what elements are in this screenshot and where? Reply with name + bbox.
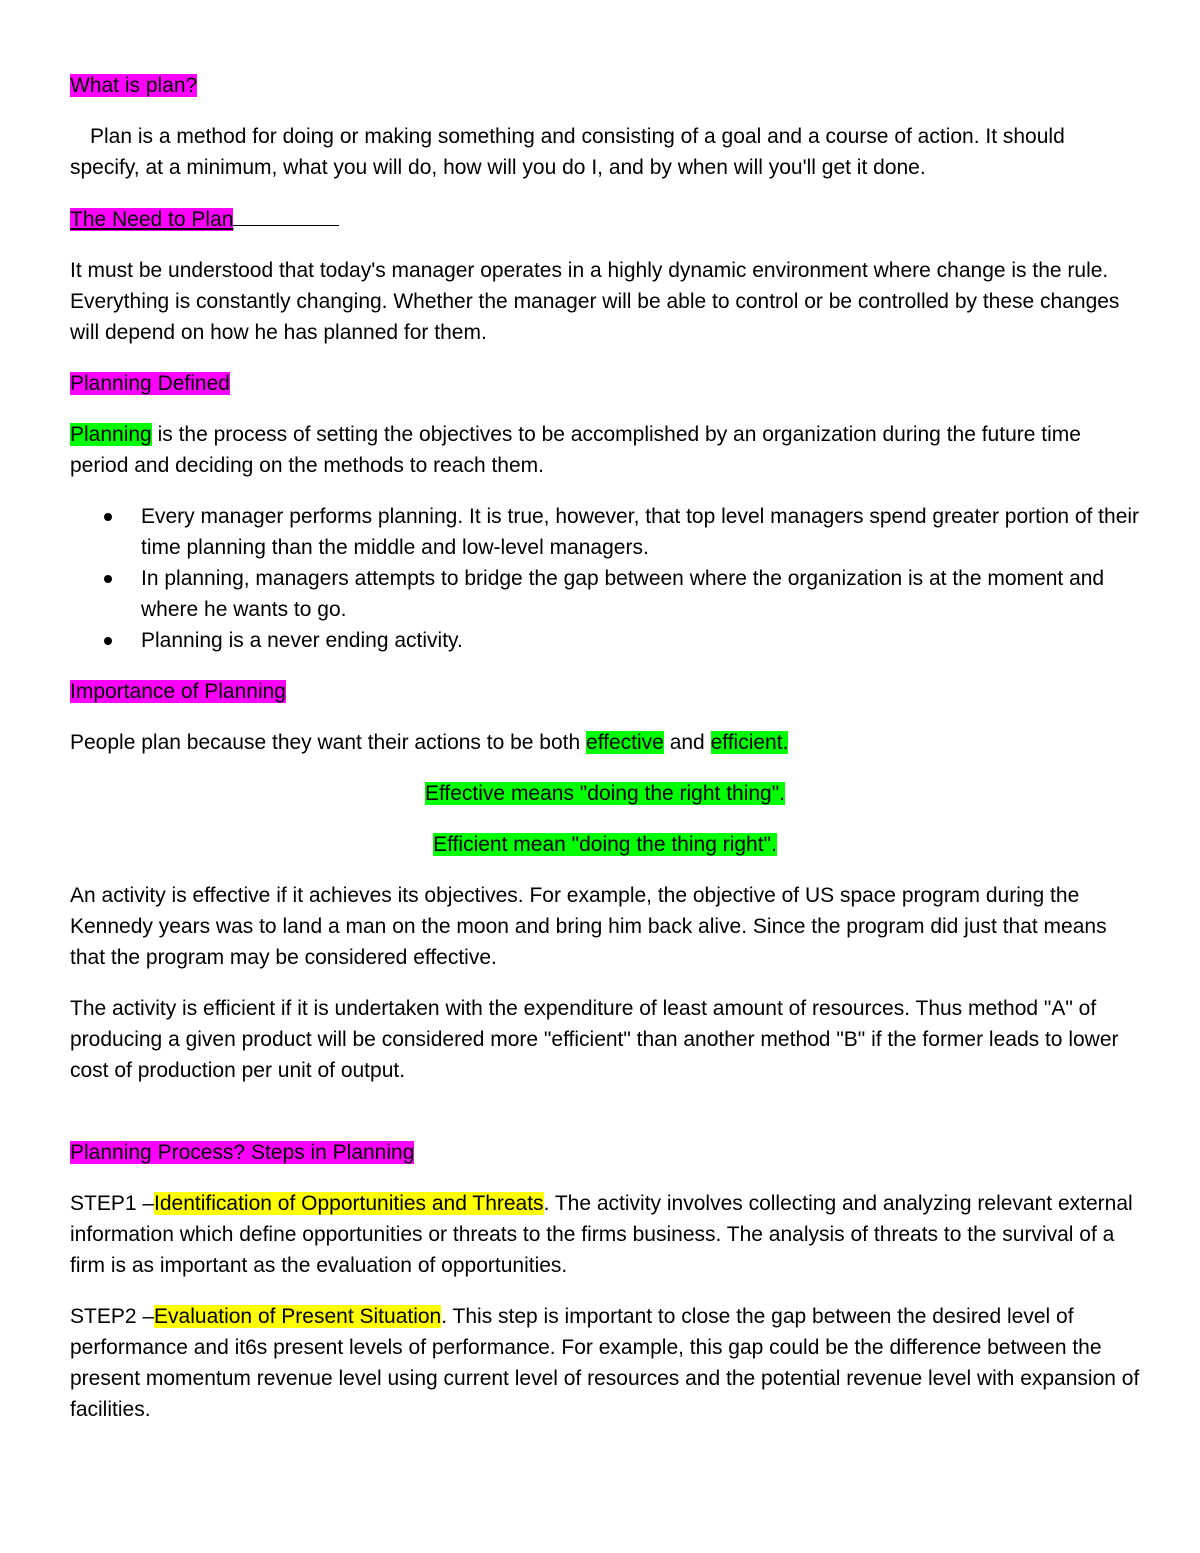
bullet-text: Every manager performs planning. It is true, however, that top level managers spend greater portion of their time planning than the middle and low-level managers. bbox=[141, 505, 1140, 559]
blank-line bbox=[70, 1106, 1140, 1137]
step2-paragraph bbox=[70, 1301, 1140, 1425]
need-to-plan-paragraph: It must be understood that today's manager operates in a highly dynamic environment where change is the rule. Everything is constantly changing. Whether the manager will be able to control or be controlled by these changes will depend on how he has planned for them. bbox=[70, 259, 1120, 344]
bullet-icon bbox=[104, 575, 112, 583]
importance-intro-text: People plan because they want their actions to be both bbox=[70, 731, 587, 754]
efficient-definition bbox=[70, 829, 1140, 860]
heading-underline-blank bbox=[233, 203, 339, 226]
step2-body: . This step is important to close the gap between the desired level of performance and it6s present levels of performance. For example, this gap could be the difference between the present momentum revenue level using current level of resources and the potential revenue level with expansion of facilities. bbox=[70, 1305, 1140, 1421]
effective-paragraph: An activity is effective if it achieves its objectives. For example, the objective of US space program during the Kennedy years was to land a man on the moon and bring him back alive. Since the program did just that means that the program may be considered effective. bbox=[70, 884, 1107, 969]
planning-bullet-list bbox=[70, 501, 1140, 656]
effective-definition bbox=[70, 778, 1140, 809]
bullet-icon bbox=[104, 513, 112, 521]
planning-defined-body: is the process of setting the objectives to be accomplished by an organization during the future time period and deciding on the methods to reach them. bbox=[70, 423, 1081, 477]
heading-what-is-plan-text: What is plan? bbox=[70, 74, 198, 97]
step2-label: STEP2 – bbox=[70, 1305, 155, 1328]
and-text: and bbox=[663, 731, 711, 754]
importance-intro bbox=[70, 727, 1140, 758]
heading-what-is-plan bbox=[70, 70, 1140, 101]
effective-term: effective bbox=[586, 731, 664, 754]
efficient-definition-text: Efficient mean "doing the thing right". bbox=[433, 833, 777, 856]
bullet-text: Planning is a never ending activity. bbox=[141, 629, 463, 652]
heading-planning-defined bbox=[70, 368, 1140, 399]
heading-importance-text: Importance of Planning bbox=[70, 680, 286, 703]
bullet-icon bbox=[104, 637, 112, 645]
step2-title: Evaluation of Present Situation bbox=[154, 1305, 442, 1328]
heading-need-to-plan-text: The Need to Plan bbox=[70, 208, 234, 231]
list-item bbox=[70, 501, 1140, 563]
heading-planning-process-text: Planning Process? Steps in Planning bbox=[70, 1141, 415, 1164]
step1-title: Identification of Opportunities and Threats bbox=[154, 1192, 544, 1215]
planning-term: Planning bbox=[70, 423, 152, 446]
step1-body: . The activity involves collecting and analyzing relevant external information which define opportunities or threats to the firms business. The analysis of threats to the survival of a firm is as important as the evaluation of opportunities. bbox=[70, 1192, 1133, 1277]
planning-defined-paragraph bbox=[70, 419, 1140, 481]
heading-importance bbox=[70, 676, 1140, 707]
what-is-plan-paragraph: Plan is a method for doing or making something and consisting of a goal and a course of action. It should specify, at a minimum, what you will do, how will you do I, and by when will you'll get it done. bbox=[70, 125, 1065, 179]
effective-definition-text: Effective means "doing the right thing". bbox=[424, 782, 786, 805]
heading-planning-defined-text: Planning Defined bbox=[70, 372, 230, 395]
heading-planning-process bbox=[70, 1137, 1140, 1168]
heading-need-to-plan bbox=[70, 203, 1140, 235]
step1-paragraph bbox=[70, 1188, 1140, 1281]
bullet-text: In planning, managers attempts to bridge the gap between where the organization is at the moment and where he wants to go. bbox=[141, 567, 1105, 621]
efficient-paragraph: The activity is efficient if it is undertaken with the expenditure of least amount of resources. Thus method "A" of producing a given product will be considered more "efficient" than another method "B" if the former leads to lower cost of production per unit of output. bbox=[70, 997, 1119, 1082]
efficient-term: efficient. bbox=[710, 731, 789, 754]
document-page bbox=[70, 70, 1140, 1445]
step1-label: STEP1 – bbox=[70, 1192, 155, 1215]
list-item bbox=[70, 563, 1140, 625]
list-item bbox=[70, 625, 1140, 656]
